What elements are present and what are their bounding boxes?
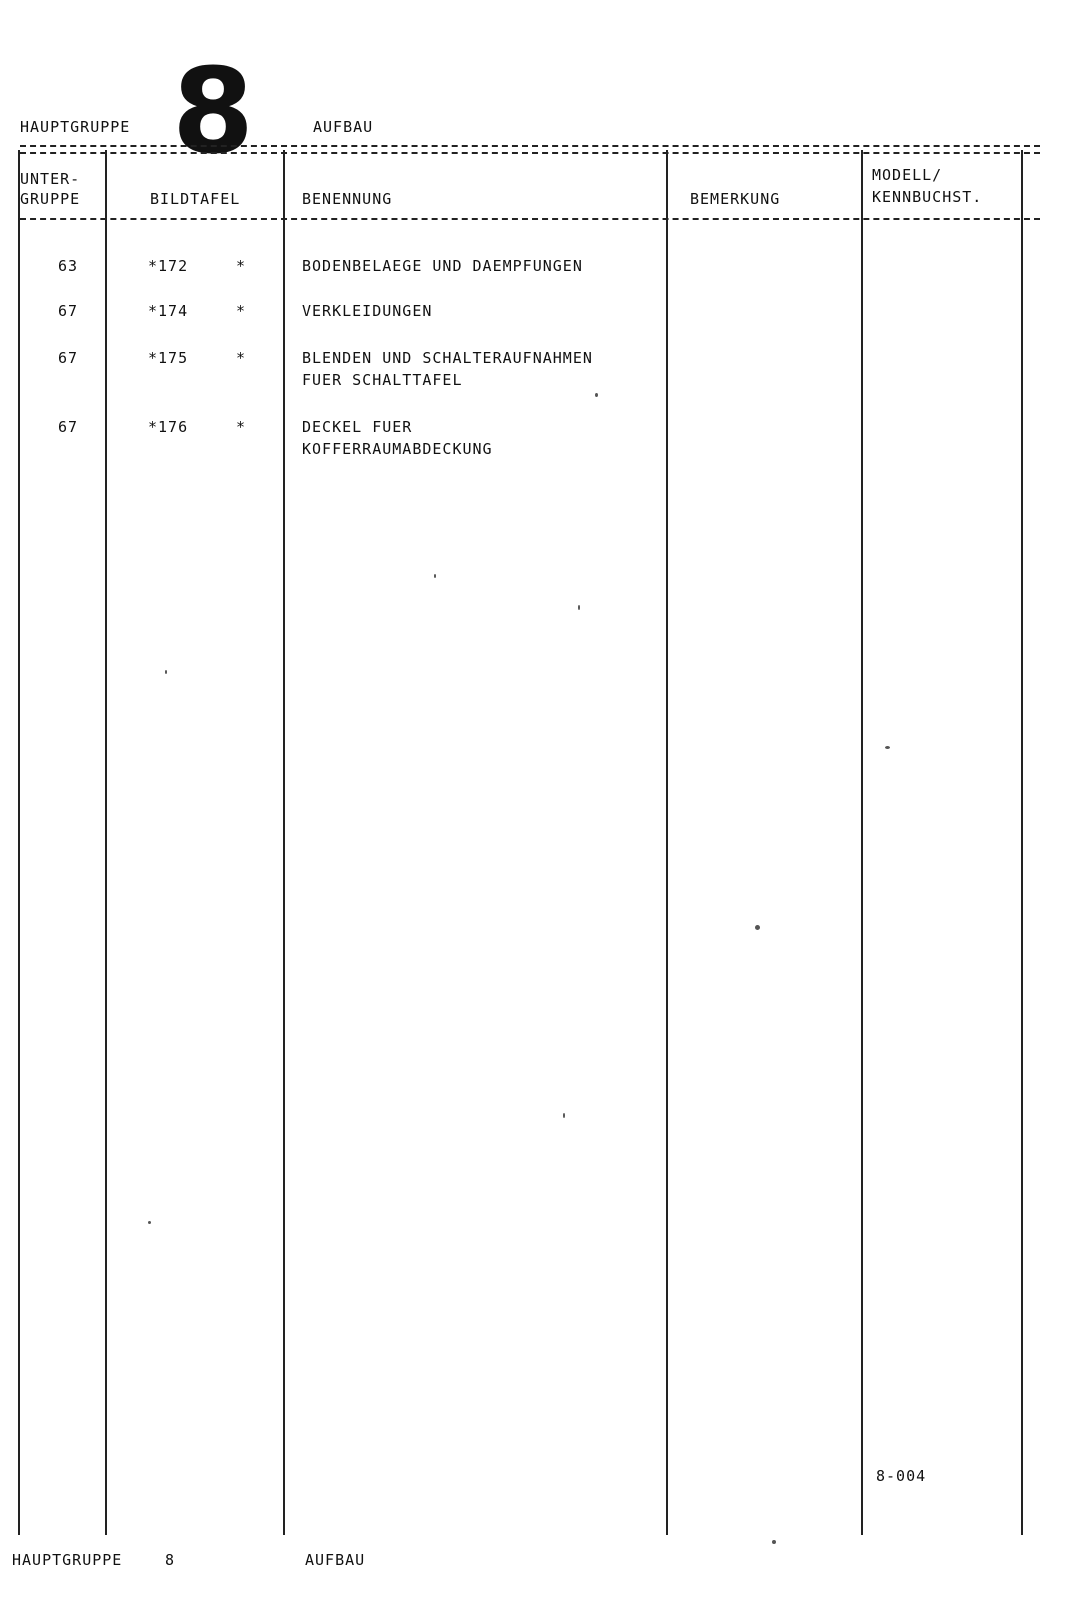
scan-speck (434, 574, 436, 578)
scan-speck (148, 1221, 151, 1224)
row-benennung-line2: KOFFERRAUMABDECKUNG (302, 440, 493, 458)
header-group-title: AUFBAU (313, 118, 374, 136)
footer-group-label: HAUPTGRUPPE (12, 1551, 123, 1569)
row-untergruppe: 67 (58, 302, 79, 320)
row-benennung-line2: FUER SCHALTTAFEL (302, 371, 463, 389)
page-number: 8-004 (876, 1467, 927, 1485)
scan-speck (165, 670, 167, 674)
col-header-modell-line1: MODELL/ (872, 166, 943, 184)
row-benennung-line1: DECKEL FUER (302, 418, 413, 436)
scan-speck (755, 925, 760, 930)
row-bildtafel: *175 (148, 349, 189, 367)
row-benennung-line1: VERKLEIDUNGEN (302, 302, 433, 320)
table-border-right (1021, 150, 1023, 1535)
row-bildtafel: *174 (148, 302, 189, 320)
scan-speck (885, 746, 890, 749)
scan-speck (595, 393, 598, 397)
scan-speck (563, 1113, 565, 1118)
column-divider-3 (666, 150, 668, 1535)
column-divider-2 (283, 150, 285, 1535)
column-divider-1 (105, 150, 107, 1535)
row-mark: * (236, 418, 247, 436)
row-bildtafel: *176 (148, 418, 189, 436)
row-mark: * (236, 257, 247, 275)
col-header-untergruppe-line2: GRUPPE (20, 190, 81, 208)
row-mark: * (236, 349, 247, 367)
row-benennung-line1: BODENBELAEGE UND DAEMPFUNGEN (302, 257, 583, 275)
header-group-label: HAUPTGRUPPE (20, 118, 131, 136)
footer-group-number: 8 (165, 1551, 176, 1569)
column-header-rule (20, 218, 1040, 220)
col-header-modell-line2: KENNBUCHST. (872, 188, 983, 206)
row-untergruppe: 67 (58, 418, 79, 436)
table-border-left (18, 150, 20, 1535)
header-group-number: 8 (172, 42, 255, 180)
header-double-rule (20, 145, 1040, 154)
scan-speck (772, 1540, 776, 1544)
row-bildtafel: *172 (148, 257, 189, 275)
row-benennung-line1: BLENDEN UND SCHALTERAUFNAHMEN (302, 349, 593, 367)
col-header-bemerkung: BEMERKUNG (690, 190, 781, 208)
row-untergruppe: 63 (58, 257, 79, 275)
col-header-benennung: BENENNUNG (302, 190, 393, 208)
scan-speck (578, 605, 580, 610)
column-divider-4 (861, 150, 863, 1535)
col-header-untergruppe-line1: UNTER- (20, 170, 81, 188)
footer-group-title: AUFBAU (305, 1551, 366, 1569)
row-untergruppe: 67 (58, 349, 79, 367)
row-mark: * (236, 302, 247, 320)
col-header-bildtafel: BILDTAFEL (150, 190, 241, 208)
